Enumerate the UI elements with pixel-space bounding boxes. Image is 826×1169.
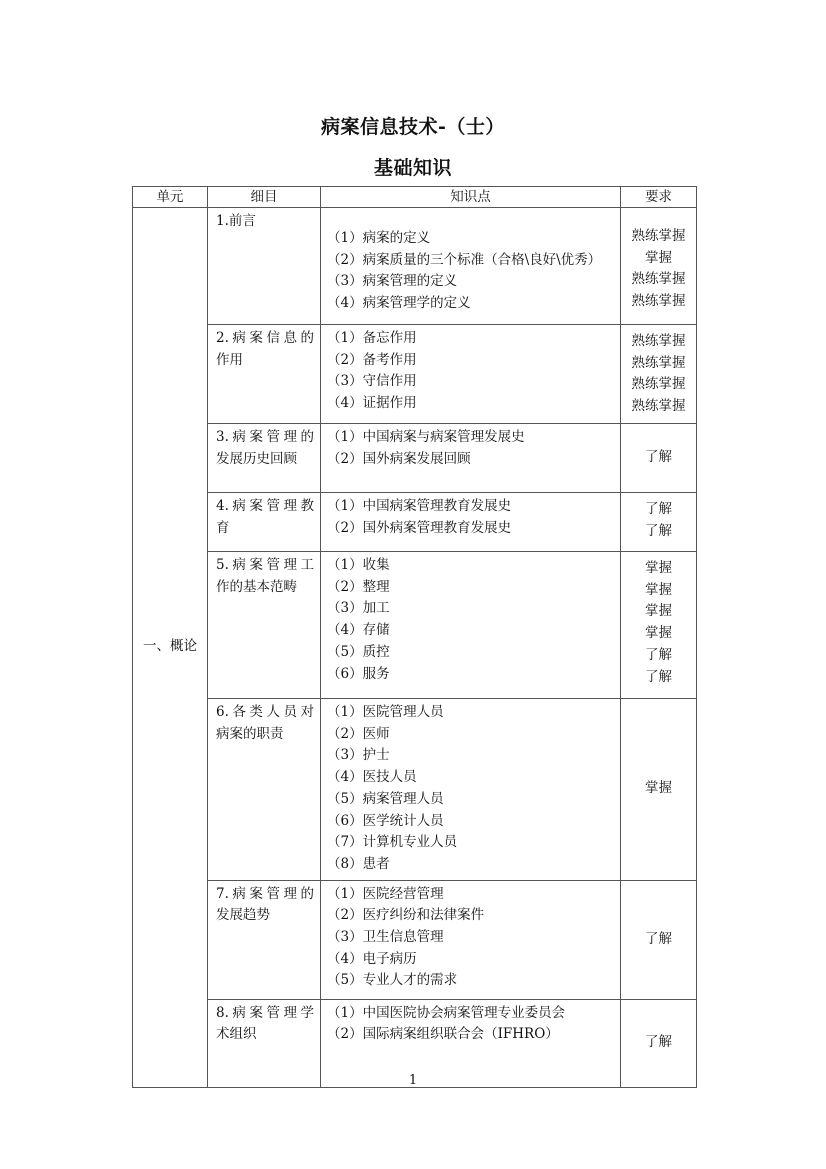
requirement-level: 熟练掌握: [631, 271, 686, 288]
requirement-level: 熟练掌握: [631, 398, 686, 415]
requirement-level: 熟练掌握: [631, 293, 686, 310]
table-row: [133, 493, 697, 552]
requirement-level: 掌握: [645, 581, 672, 598]
knowledge-point: （2）备考作用: [327, 351, 417, 368]
knowledge-point: （1）中国医院协会病案管理专业委员会: [327, 1004, 566, 1021]
item-cell: [208, 880, 321, 999]
item-text: 病案的职责: [216, 725, 284, 742]
requirement-level: 熟练掌握: [631, 354, 686, 371]
table-row: [133, 552, 697, 699]
knowledge-points-cell: [321, 325, 621, 424]
header-item: 细目: [208, 187, 321, 208]
requirement-level: 了解: [645, 668, 672, 685]
item-text: 育: [216, 519, 230, 536]
requirement-level: 熟练掌握: [631, 228, 686, 244]
requirement-level: 了解: [645, 522, 672, 539]
item-text: 5.病案管理工: [216, 557, 314, 573]
knowledge-point: （1）医院经营管理: [327, 885, 444, 902]
requirement-level: 熟练掌握: [631, 333, 686, 349]
table-body: [133, 208, 697, 1088]
knowledge-point: （1）医院管理人员: [327, 704, 444, 720]
knowledge-point: （3）护士: [327, 747, 390, 764]
knowledge-point: （2）国外病案管理教育发展史: [327, 519, 512, 536]
unit-cell: 一、概论: [133, 208, 208, 1088]
knowledge-point: （2）医师: [327, 725, 390, 742]
item-text: 6.各类人员对: [216, 704, 314, 720]
requirement-cell: [621, 208, 697, 325]
requirement-cell: [621, 699, 697, 881]
knowledge-point: （3）病案管理的定义: [327, 273, 458, 290]
knowledge-point: （1）中国病案管理教育发展史: [327, 498, 512, 514]
section-title: 基础知识: [373, 157, 452, 179]
requirement-level: 掌握: [645, 780, 672, 797]
requirement-level: 掌握: [645, 560, 672, 576]
knowledge-point: （1）病案的定义: [327, 230, 431, 246]
item-text: 发展历史回顾: [216, 450, 297, 467]
requirement-level: 了解: [645, 501, 672, 517]
item-text: 7.病案管理的: [216, 885, 314, 902]
knowledge-point: （7）计算机专业人员: [327, 834, 458, 851]
item-cell: [208, 699, 321, 881]
knowledge-point: （2）医疗纠纷和法律案件: [327, 907, 485, 924]
item-cell: [208, 493, 321, 552]
knowledge-point: （8）患者: [327, 855, 390, 872]
header-unit: 单元: [133, 187, 208, 208]
knowledge-point: （4）医技人员: [327, 769, 417, 786]
knowledge-point: （5）质控: [327, 643, 390, 660]
requirement-level: 掌握: [645, 249, 672, 266]
item-text: 1.前言: [216, 213, 256, 229]
knowledge-point: （4）病案管理学的定义: [327, 295, 471, 312]
knowledge-point: （5）病案管理人员: [327, 790, 444, 807]
knowledge-point: （1）中国病案与病案管理发展史: [327, 429, 525, 445]
knowledge-point: （3）卫生信息管理: [327, 929, 444, 946]
knowledge-points-cell: [321, 493, 621, 552]
knowledge-point: （1）收集: [327, 557, 390, 573]
knowledge-points-cell: [321, 208, 621, 325]
document-title: 病案信息技术-（士）: [321, 116, 505, 138]
knowledge-point: （4）电子病历: [327, 950, 417, 967]
requirement-level: 掌握: [645, 625, 672, 642]
item-cell: [208, 208, 321, 325]
table-header-row: [133, 187, 697, 208]
knowledge-point: （2）病案质量的三个标准（合格\良好\优秀）: [327, 251, 602, 268]
table-row: [133, 424, 697, 493]
knowledge-point: （2）国外病案发展回顾: [327, 450, 471, 467]
requirement-level: 了解: [645, 930, 672, 947]
table-row: [133, 699, 697, 881]
item-text: 发展趋势: [216, 907, 270, 924]
requirement-level: 了解: [645, 449, 672, 466]
knowledge-point: （4）证据作用: [327, 395, 417, 412]
knowledge-point: （2）国际病案组织联合会（IFHRO）: [327, 1026, 559, 1043]
item-text: 作用: [216, 351, 243, 368]
item-cell: [208, 325, 321, 424]
knowledge-point: （6）服务: [327, 665, 390, 682]
knowledge-point: （3）加工: [327, 600, 390, 617]
page-number: 1: [408, 1073, 418, 1088]
item-cell: [208, 424, 321, 493]
header-knowledge-point: 知识点: [321, 187, 621, 208]
item-text: 2.病案信息的: [216, 330, 314, 346]
item-text: 作的基本范畴: [216, 578, 297, 595]
requirement-level: 了解: [645, 1034, 672, 1051]
knowledge-point: （2）整理: [327, 578, 390, 595]
item-text: 4.病案管理教: [216, 498, 314, 514]
knowledge-point: （6）医学统计人员: [327, 812, 444, 829]
requirement-level: 熟练掌握: [631, 376, 686, 393]
table-row: [133, 325, 697, 424]
item-cell: [208, 552, 321, 699]
knowledge-point: （1）备忘作用: [327, 330, 417, 346]
knowledge-point: （3）守信作用: [327, 373, 417, 390]
knowledge-points-cell: [321, 699, 621, 881]
knowledge-points-cell: [321, 552, 621, 699]
knowledge-point: （5）专业人才的需求: [327, 972, 458, 989]
requirement-cell: [621, 552, 697, 699]
item-text: 术组织: [216, 1026, 257, 1043]
item-text: 3.病案管理的: [216, 429, 314, 445]
item-text: 8.病案管理学: [216, 1004, 314, 1021]
knowledge-points-cell: [321, 424, 621, 493]
requirement-cell: [621, 880, 697, 999]
table-row: [133, 208, 697, 325]
requirement-cell: [621, 493, 697, 552]
requirement-level: 掌握: [645, 603, 672, 620]
syllabus-table: [132, 186, 697, 1088]
header-requirement: 要求: [621, 187, 697, 208]
requirement-cell: [621, 424, 697, 493]
requirement-level: 了解: [645, 646, 672, 663]
table-row: [133, 880, 697, 999]
knowledge-point: （4）存储: [327, 622, 390, 639]
knowledge-points-cell: [321, 880, 621, 999]
requirement-cell: [621, 325, 697, 424]
